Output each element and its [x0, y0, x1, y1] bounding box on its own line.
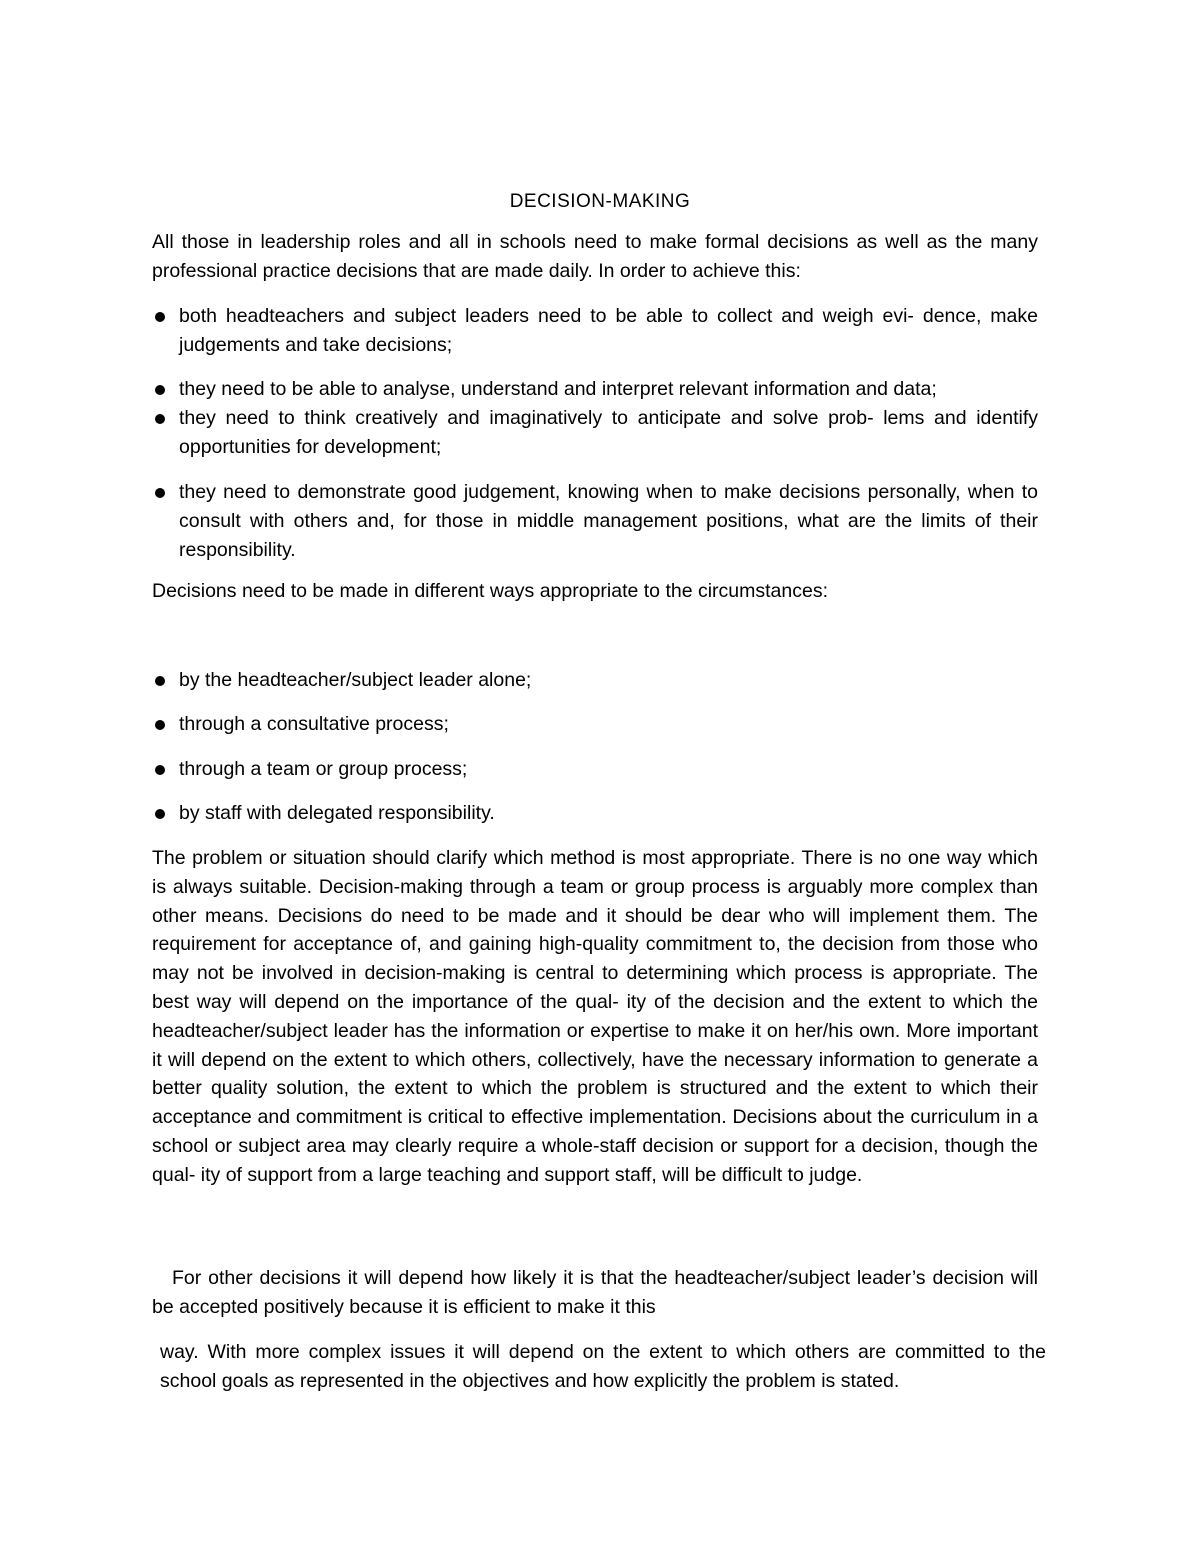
bullet-icon: [155, 765, 165, 775]
bullet-icon: [155, 809, 165, 819]
bullet-icon: [155, 414, 165, 424]
bullet-icon: [155, 312, 165, 322]
ways-intro-paragraph: Decisions need to be made in different ways appropriate to the circumstances:: [152, 580, 829, 602]
other-decisions-paragraph: For other decisions it will depend how likely it is that the headteacher/subject leader’s decision will be accepted positively because it is efficient to make it this: [152, 1267, 1038, 1318]
document-title: DECISION-MAKING: [509, 191, 691, 212]
bullet-icon: [155, 676, 165, 686]
list-item-text: they need to think creatively and imaginatively to anticipate and solve prob- lems and identify opportunities for development;: [179, 407, 1038, 458]
list-item: [152, 666, 1038, 695]
bullet-icon: [155, 488, 165, 498]
bullet-icon: [155, 720, 165, 730]
list-item: [152, 375, 1038, 404]
list-item-text: by staff with delegated responsibility.: [179, 802, 495, 824]
list-item-text: by the headteacher/subject leader alone;: [179, 669, 532, 691]
list-item: [152, 755, 1038, 784]
intro-paragraph: All those in leadership roles and all in schools need to make formal decisions as well as the many professional practice decisions that are made daily. In order to achieve this:: [152, 231, 1038, 282]
list-item: [152, 478, 1038, 564]
list-item: [152, 302, 1038, 360]
list-item: [152, 799, 1038, 828]
list-item-text: through a consultative process;: [179, 713, 449, 735]
list-item-text: they need to demonstrate good judgement, knowing when to make decisions personally, when to consult with others and, for those in middle management positions, what are the limits of their responsibility.: [179, 481, 1038, 561]
body-paragraph: The problem or situation should clarify which method is most appropriate. There is no one way which is always suitable. Decision-making through a team or group process is arguably more complex than other means. Decisions do need to be made and it should be dear who will implement them. The requirement for acceptance of, and gaining high-quality commitment to, the decision from those who may not be involved in decision-making is central to determining which process is appropriate. The best way will depend on the importance of the qual- ity of the decision and the extent to which the headteacher/subject leader has the information or expertise to make it on her/his own. More important it will depend on the extent to which others, collectively, have the necessary information to generate a better quality solution, the extent to which the problem is structured and the extent to which their acceptance and commitment is critical to effective implementation. Decisions about the curriculum in a school or subject area may clearly require a whole-staff decision or support for a decision, though the qual- ity of support from a large teaching and support staff, will be difficult to judge.: [152, 847, 1038, 1186]
list-item: [152, 404, 1038, 462]
list-item-text: both headteachers and subject leaders need to be able to collect and weigh evi- dence, make judgements and take decisions;: [179, 305, 1038, 356]
closing-paragraph: way. With more complex issues it will depend on the extent to which others are committed to the school goals as represented in the objectives and how explicitly the problem is stated.: [160, 1341, 1046, 1392]
bullet-icon: [155, 385, 165, 395]
list-item-text: through a team or group process;: [179, 758, 468, 780]
list-item-text: they need to be able to analyse, understand and interpret relevant information and data;: [179, 378, 937, 400]
list-item: [152, 710, 1038, 739]
